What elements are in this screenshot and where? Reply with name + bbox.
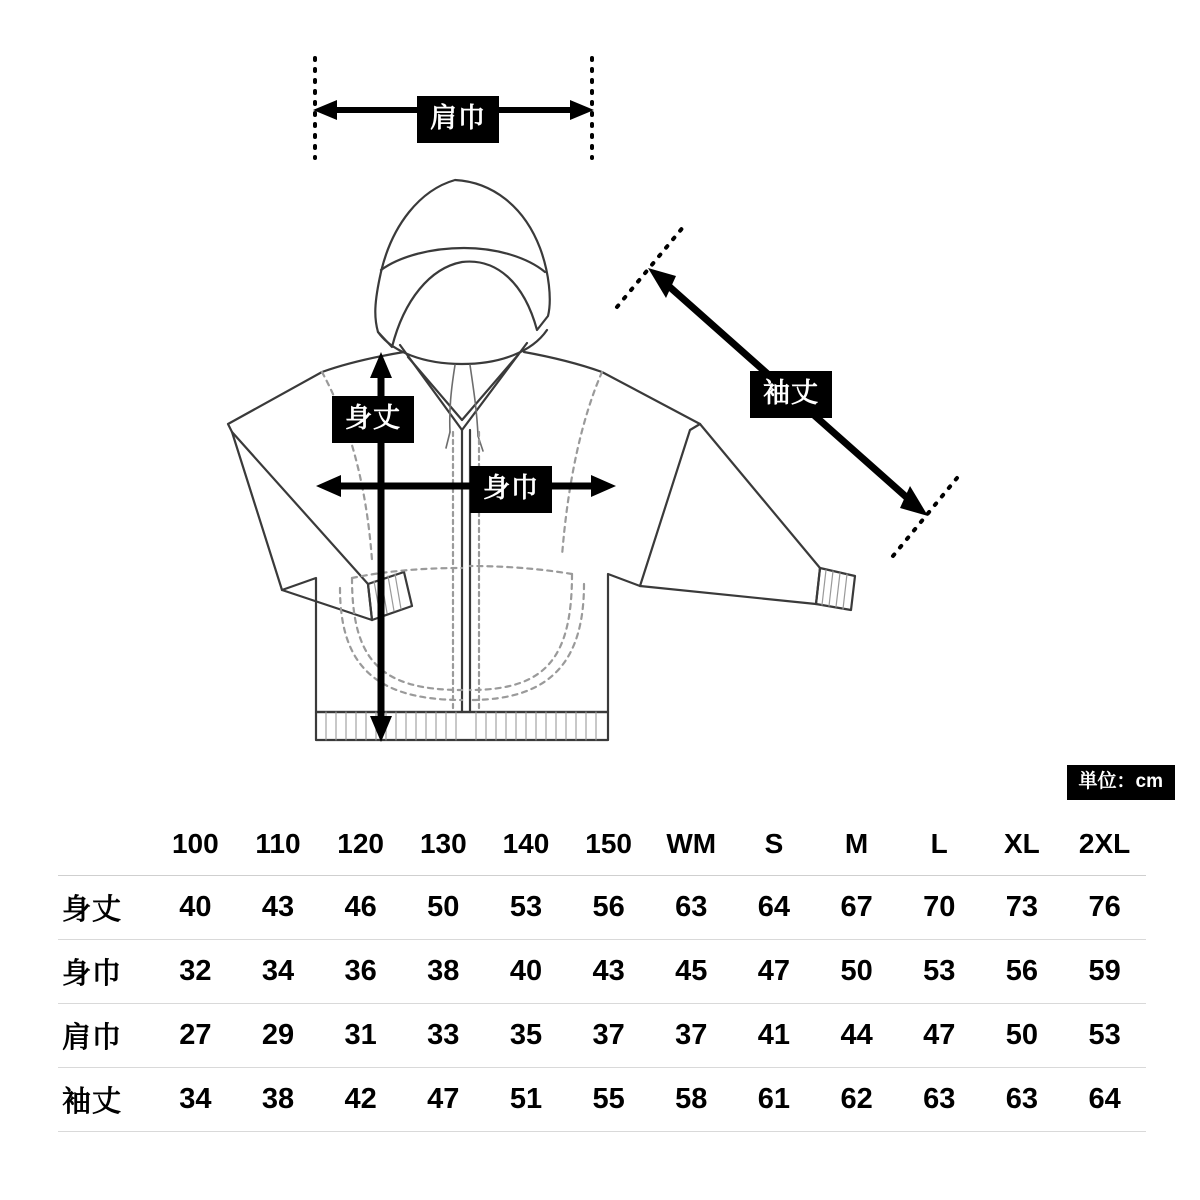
table-row-header: 袖丈 <box>58 1068 154 1132</box>
table-cell: 70 <box>898 876 981 940</box>
size-table-head <box>58 812 1146 876</box>
table-cell: 58 <box>650 1068 733 1132</box>
table-cell: 56 <box>567 876 650 940</box>
table-cell: 53 <box>485 876 568 940</box>
table-cell: 43 <box>567 940 650 1004</box>
size-table-body <box>58 876 1146 1132</box>
table-cell: 56 <box>981 940 1064 1004</box>
table-cell: 59 <box>1063 940 1146 1004</box>
size-table <box>58 812 1146 1132</box>
table-column-header: 2XL <box>1063 812 1146 876</box>
table-cell: 35 <box>485 1004 568 1068</box>
table-column-header: 110 <box>237 812 320 876</box>
table-cell: 41 <box>733 1004 816 1068</box>
table-cell: 46 <box>319 876 402 940</box>
table-cell: 76 <box>1063 876 1146 940</box>
table-column-header: 100 <box>154 812 237 876</box>
table-row-header: 肩巾 <box>58 1004 154 1068</box>
table-cell: 36 <box>319 940 402 1004</box>
table-cell: 38 <box>402 940 485 1004</box>
table-cell: 53 <box>898 940 981 1004</box>
body-width-label: 身巾 <box>470 466 552 513</box>
table-cell: 33 <box>402 1004 485 1068</box>
table-column-header: XL <box>981 812 1064 876</box>
table-cell: 32 <box>154 940 237 1004</box>
sleeve-length-label: 袖丈 <box>750 371 832 418</box>
table-cell: 50 <box>815 940 898 1004</box>
table-cell: 64 <box>733 876 816 940</box>
table-cell: 50 <box>981 1004 1064 1068</box>
table-header-row <box>58 812 1146 876</box>
table-cell: 53 <box>1063 1004 1146 1068</box>
table-column-header: M <box>815 812 898 876</box>
table-column-header: WM <box>650 812 733 876</box>
table-cell: 43 <box>237 876 320 940</box>
table-column-header: 140 <box>485 812 568 876</box>
table-cell: 51 <box>485 1068 568 1132</box>
table-cell: 40 <box>485 940 568 1004</box>
table-cell: 38 <box>237 1068 320 1132</box>
table-cell: 63 <box>898 1068 981 1132</box>
table-cell: 63 <box>650 876 733 940</box>
table-cell: 47 <box>733 940 816 1004</box>
table-column-header: L <box>898 812 981 876</box>
table-row-header: 身巾 <box>58 940 154 1004</box>
table-column-header: 150 <box>567 812 650 876</box>
table-column-header: S <box>733 812 816 876</box>
garment-outline <box>228 180 855 740</box>
table-cell: 44 <box>815 1004 898 1068</box>
table-cell: 40 <box>154 876 237 940</box>
table-cell: 55 <box>567 1068 650 1132</box>
table-corner-cell <box>58 812 154 876</box>
table-column-header: 130 <box>402 812 485 876</box>
table-cell: 61 <box>733 1068 816 1132</box>
table-cell: 73 <box>981 876 1064 940</box>
table-cell: 63 <box>981 1068 1064 1132</box>
table-cell: 34 <box>154 1068 237 1132</box>
table-cell: 64 <box>1063 1068 1146 1132</box>
table-cell: 67 <box>815 876 898 940</box>
table-cell: 31 <box>319 1004 402 1068</box>
table-cell: 37 <box>567 1004 650 1068</box>
table-cell: 37 <box>650 1004 733 1068</box>
table-cell: 47 <box>402 1068 485 1132</box>
table-cell: 27 <box>154 1004 237 1068</box>
table-cell: 47 <box>898 1004 981 1068</box>
table-row-header: 身丈 <box>58 876 154 940</box>
table-cell: 50 <box>402 876 485 940</box>
table-cell: 34 <box>237 940 320 1004</box>
table-cell: 29 <box>237 1004 320 1068</box>
shoulder-width-label: 肩巾 <box>417 96 499 143</box>
table-cell: 62 <box>815 1068 898 1132</box>
table-cell: 42 <box>319 1068 402 1132</box>
body-length-label: 身丈 <box>332 396 414 443</box>
table-column-header: 120 <box>319 812 402 876</box>
unit-badge: 単位：cm <box>1067 765 1175 800</box>
table-row <box>58 1004 1146 1068</box>
table-cell: 45 <box>650 940 733 1004</box>
table-row <box>58 940 1146 1004</box>
size-table-container <box>58 812 1146 1132</box>
table-row <box>58 876 1146 940</box>
table-row <box>58 1068 1146 1132</box>
